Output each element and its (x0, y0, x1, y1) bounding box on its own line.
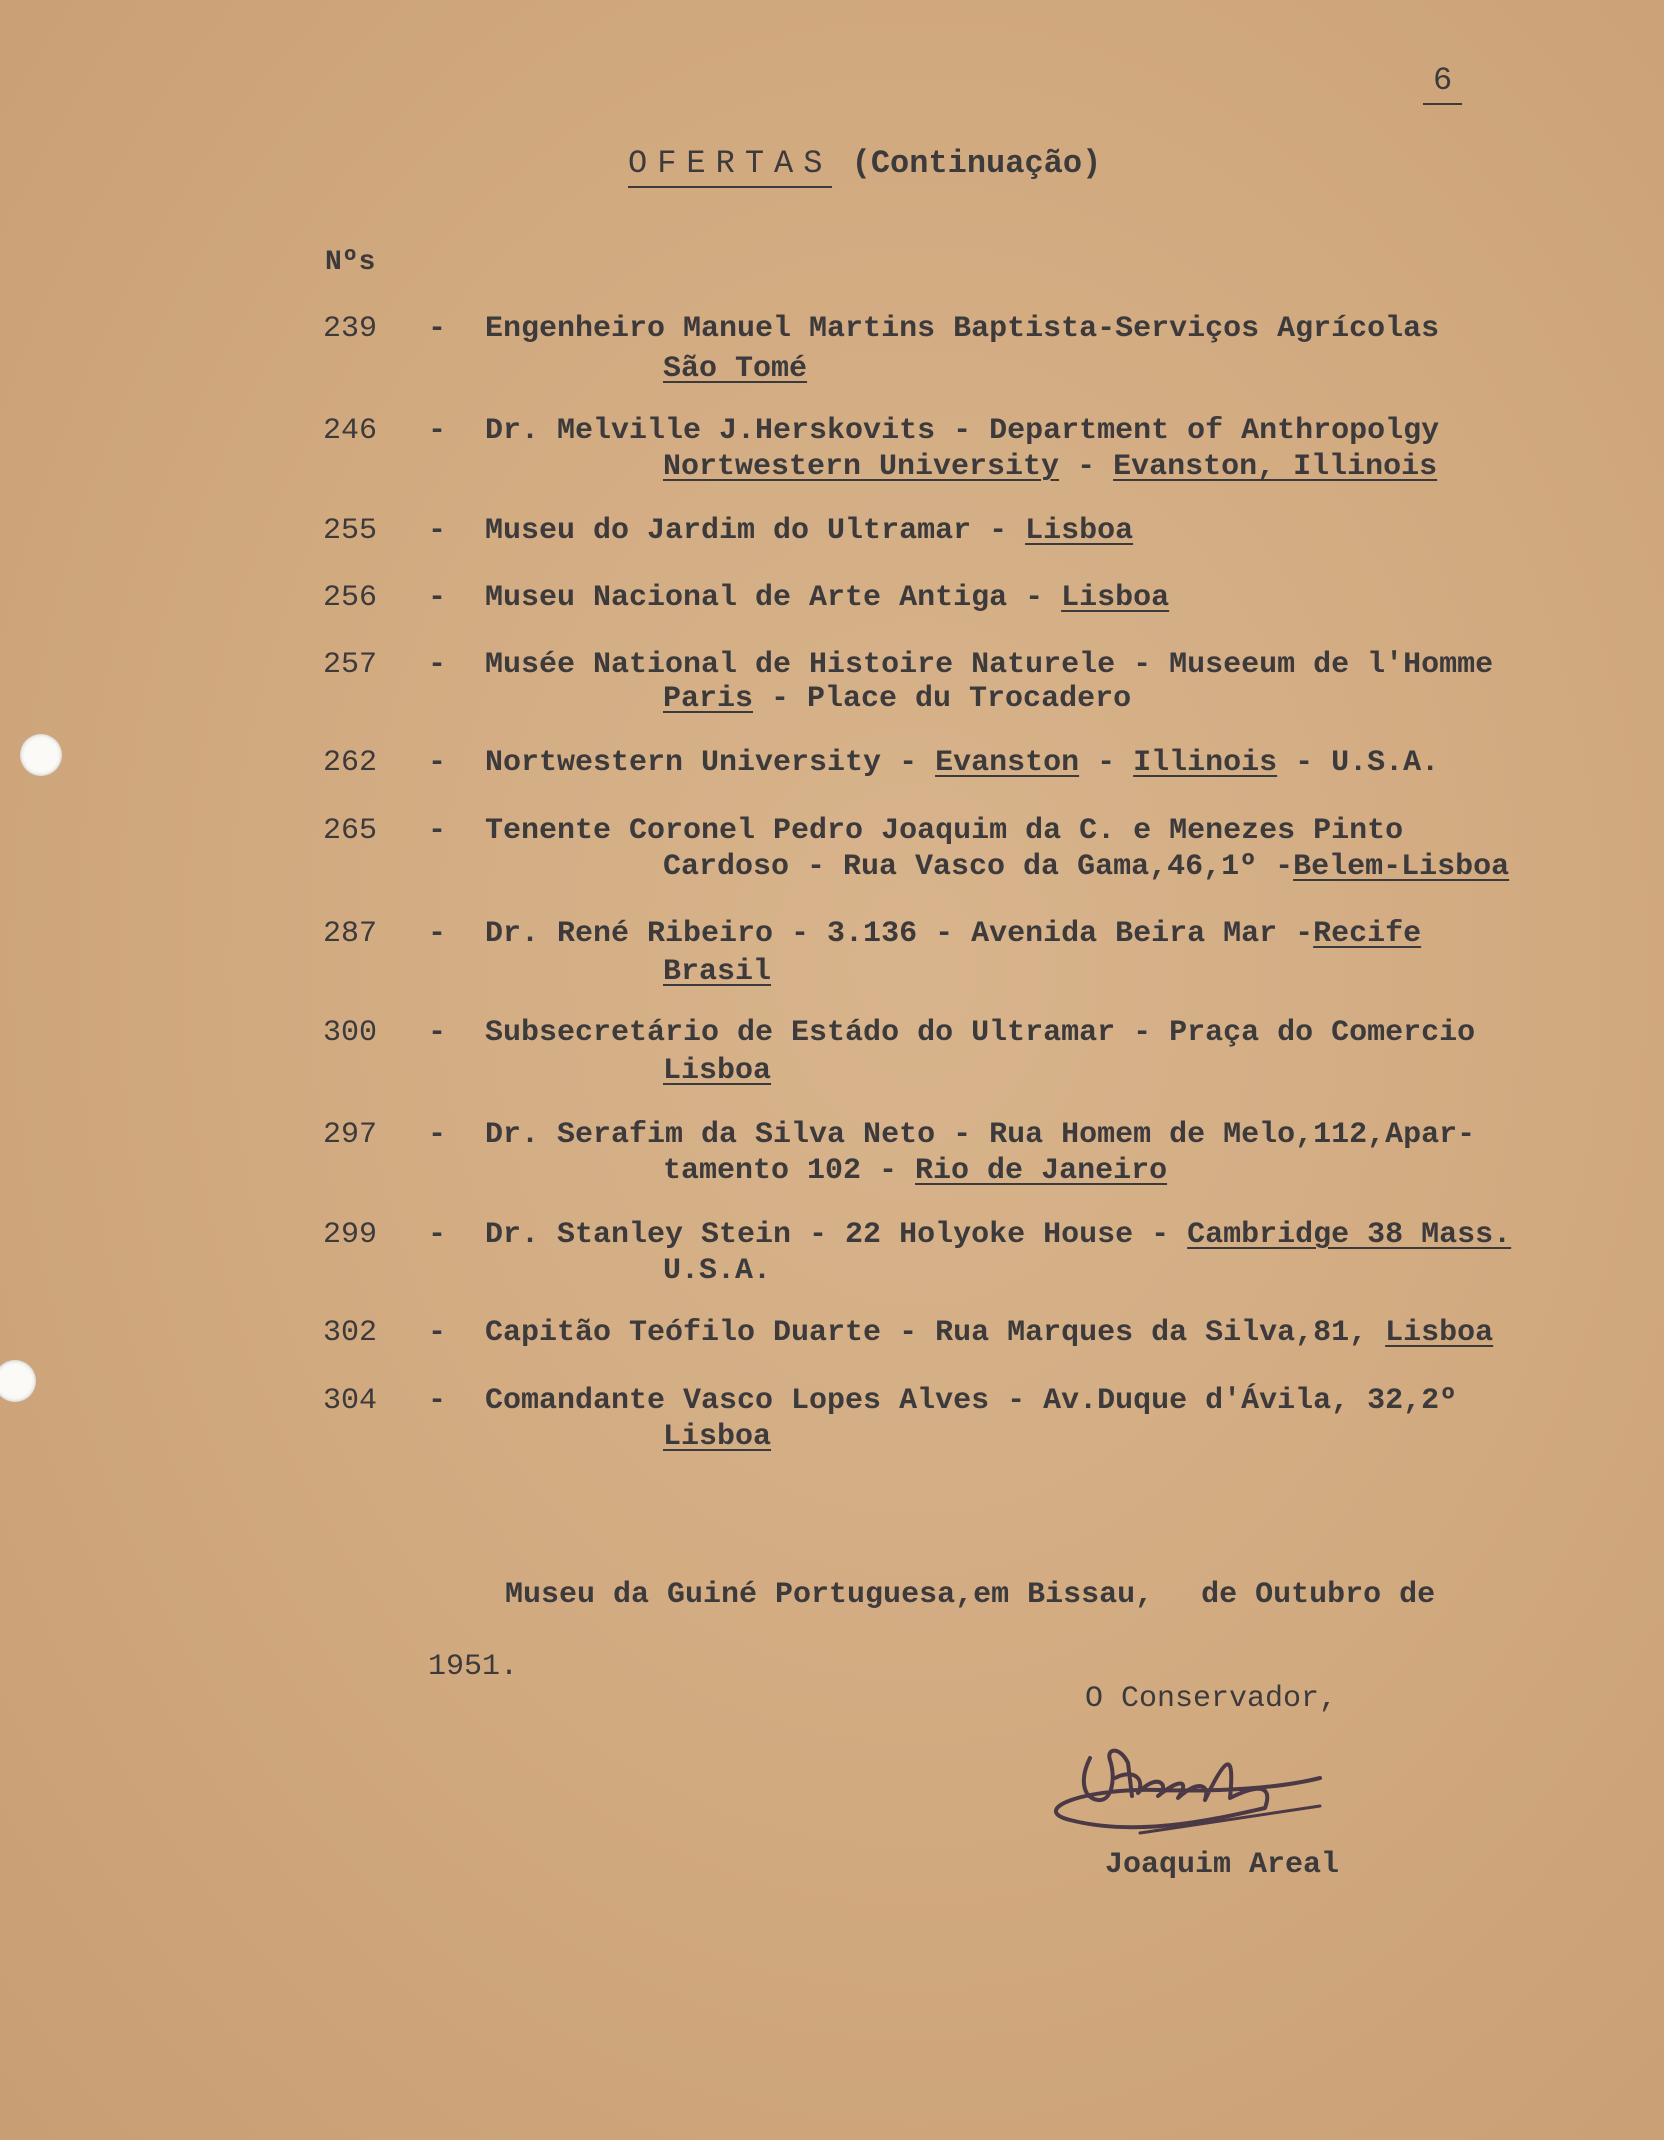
entry-text: - Place du Trocadero (753, 682, 1132, 716)
entry-place: Lisboa (663, 1054, 772, 1088)
closing-place: Museu da Guiné Portuguesa,em Bissau, (505, 1578, 1154, 1612)
entry-number: 239 (323, 312, 378, 346)
punch-hole (0, 1360, 36, 1402)
entry-place: Lisboa (1385, 1316, 1494, 1350)
entry-dash: - (428, 312, 447, 346)
entry-number: 300 (323, 1016, 378, 1050)
entry-number: 256 (323, 581, 378, 615)
entry-number: 255 (323, 514, 378, 548)
handwritten-signature (1020, 1718, 1360, 1848)
entry-line: Dr. Melville J.Herskovits - Department of Anthropolgy (485, 414, 1440, 448)
closing-line (505, 1578, 1435, 1612)
entry-place: Illinois (1133, 746, 1278, 780)
entry-line (485, 1218, 1511, 1252)
entry-place: Evanston (935, 746, 1080, 780)
entry-place: Lisboa (663, 1420, 772, 1454)
entry-place: Lisboa (1061, 581, 1170, 615)
entry-line: Dr. Serafim da Silva Neto - Rua Homem de Melo,112,Apar- (485, 1118, 1476, 1152)
entry-place: Belem-Lisboa (1293, 850, 1510, 884)
entry-place: Cambridge 38 Mass. (1187, 1218, 1512, 1252)
entry-place: Lisboa (1025, 514, 1134, 548)
entry-line: Comandante Vasco Lopes Alves - Av.Duque d'Ávila, 32,2º (485, 1384, 1458, 1418)
signer-role: O Conservador, (1085, 1682, 1338, 1716)
entry-text: Museu do Jardim do Ultramar - (485, 514, 1026, 548)
entry-place: Paris (663, 682, 754, 716)
entry-text: Nortwestern University - (485, 746, 936, 780)
entry-line (485, 581, 1169, 615)
closing-year: 1951. (428, 1650, 519, 1684)
entry-dash: - (428, 1316, 447, 1350)
entry-line: Subsecretário de Estádo do Ultramar - Praça do Comercio (485, 1016, 1476, 1050)
entry-place: Nortwestern University (663, 450, 1060, 484)
entry-dash: - (428, 514, 447, 548)
entry-place: Recife (1313, 917, 1422, 951)
entry-dash: - (428, 1016, 447, 1050)
entry-text: Capitão Teófilo Duarte - Rua Marques da Silva,81, (485, 1316, 1386, 1350)
entry-text: - U.S.A. (1277, 746, 1440, 780)
entry-text: Museu Nacional de Arte Antiga - (485, 581, 1062, 615)
page-title (628, 145, 1101, 182)
entry-place: Brasil (663, 955, 772, 989)
entry-line (485, 1316, 1493, 1350)
entry-dash: - (428, 814, 447, 848)
entry-line: Engenheiro Manuel Martins Baptista-Serviços Agrícolas (485, 312, 1440, 346)
column-header: Nºs (325, 247, 376, 278)
entry-line (485, 917, 1421, 951)
entry-dash: - (428, 1218, 447, 1252)
entry-dash: - (428, 917, 447, 951)
entry-line (485, 514, 1133, 548)
entry-place: Evanston, Illinois (1113, 450, 1438, 484)
title-main: OFERTAS (628, 145, 832, 188)
entry-place: Rio de Janeiro (915, 1154, 1168, 1188)
entry-dash: - (428, 648, 447, 682)
closing-date: de Outubro de (1201, 1578, 1436, 1612)
entry-number: 246 (323, 414, 378, 448)
page-number: 6 (1423, 62, 1462, 105)
entry-dash: - (428, 581, 447, 615)
entry-line: Tenente Coronel Pedro Joaquim da C. e Menezes Pinto (485, 814, 1404, 848)
entry-place: São Tomé (663, 352, 808, 386)
entry-dash: - (428, 746, 447, 780)
title-suffix: (Continuação) (851, 145, 1102, 182)
entry-line: Musée National de Histoire Naturele - Museeum de l'Homme (485, 648, 1494, 682)
entry-separator: - (1059, 450, 1114, 484)
entry-dash: - (428, 1384, 447, 1418)
entry-dash: - (428, 414, 447, 448)
entry-separator: - (1079, 746, 1134, 780)
entry-line-2 (663, 450, 1437, 484)
entry-text: tamento 102 - (663, 1154, 916, 1188)
entry-line-2: U.S.A. (663, 1254, 772, 1288)
signer-name: Joaquim Areal (1105, 1848, 1340, 1882)
entry-line-2 (663, 1154, 1167, 1188)
entry-number: 304 (323, 1384, 378, 1418)
entry-text: Cardoso - Rua Vasco da Gama,46,1º - (663, 850, 1294, 884)
entry-dash: - (428, 1118, 447, 1152)
entry-number: 257 (323, 648, 378, 682)
punch-hole (20, 734, 62, 776)
entry-number: 265 (323, 814, 378, 848)
entry-number: 299 (323, 1218, 378, 1252)
entry-number: 287 (323, 917, 378, 951)
entry-number: 297 (323, 1118, 378, 1152)
entry-line (485, 746, 1439, 780)
entry-number: 262 (323, 746, 378, 780)
entry-line-2 (663, 850, 1509, 884)
entry-text: Dr. René Ribeiro - 3.136 - Avenida Beira Mar - (485, 917, 1314, 951)
entry-number: 302 (323, 1316, 378, 1350)
entry-line-2 (663, 682, 1131, 716)
entry-text: Dr. Stanley Stein - 22 Holyoke House - (485, 1218, 1188, 1252)
